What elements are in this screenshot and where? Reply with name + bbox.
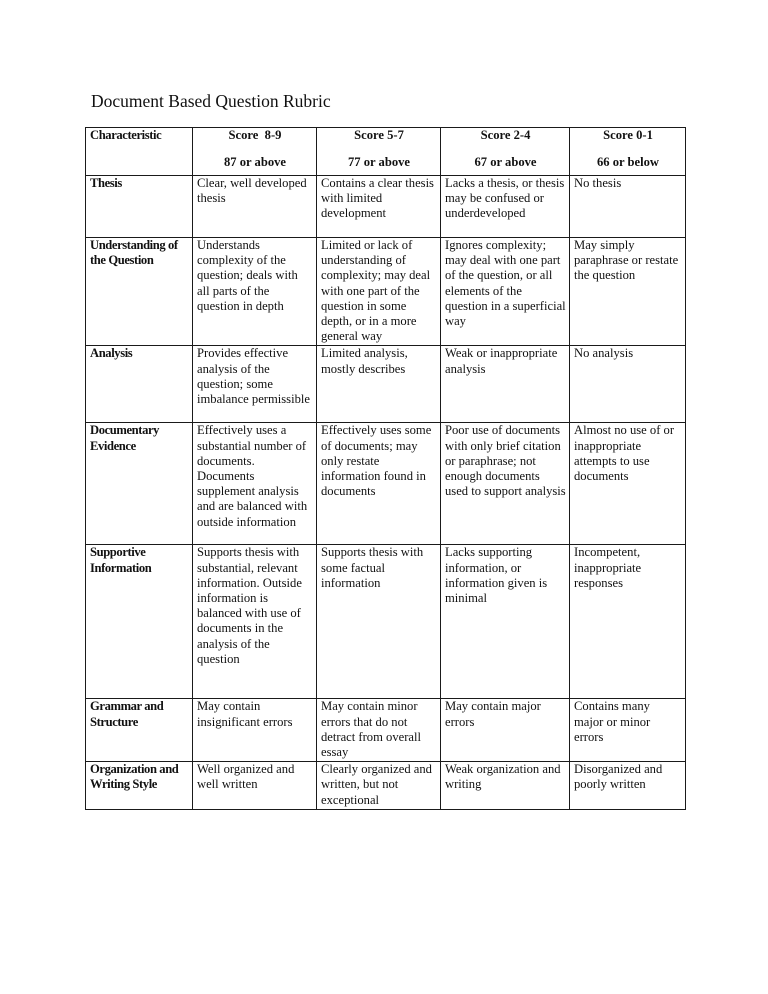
rubric-cell: Effectively uses a substantial number of documents. Documents supplement analysis and are balanced with outside information — [193, 423, 317, 545]
rubric-cell: Understands complexity of the question; deals with all parts of the question in depth — [193, 238, 317, 346]
characteristic-label: Understanding of the Question — [86, 238, 193, 346]
table-row — [86, 176, 686, 238]
threshold-label: 66 or below — [570, 155, 686, 176]
rubric-cell: Lacks supporting information, or information given is minimal — [441, 545, 570, 699]
rubric-cell: Lacks a thesis, or thesis may be confused or underdeveloped — [441, 176, 570, 238]
rubric-cell: Limited or lack of understanding of complexity; may deal with one part of the question in some depth, or in a more general way — [317, 238, 441, 346]
characteristic-header: Characteristic — [86, 128, 193, 155]
rubric-cell: Contains a clear thesis with limited development — [317, 176, 441, 238]
table-row — [86, 238, 686, 346]
characteristic-label: Organization and Writing Style — [86, 762, 193, 810]
rubric-cell: Clearly organized and written, but not exceptional — [317, 762, 441, 810]
table-row — [86, 545, 686, 699]
rubric-cell: Provides effective analysis of the question; some imbalance permissible — [193, 346, 317, 423]
rubric-cell: No analysis — [570, 346, 686, 423]
rubric-cell: Limited analysis, mostly describes — [317, 346, 441, 423]
rubric-cell: Weak or inappropriate analysis — [441, 346, 570, 423]
characteristic-label: Analysis — [86, 346, 193, 423]
threshold-label: 67 or above — [441, 155, 570, 176]
rubric-cell: Weak organization and writing — [441, 762, 570, 810]
rubric-table — [85, 127, 686, 810]
table-row — [86, 423, 686, 545]
threshold-label: 77 or above — [317, 155, 441, 176]
rubric-cell: Poor use of documents with only brief citation or paraphrase; not enough documents used to support analysis — [441, 423, 570, 545]
rubric-cell: No thesis — [570, 176, 686, 238]
score-header: Score 8-9 — [193, 128, 317, 155]
rubric-cell: May contain major errors — [441, 699, 570, 762]
score-header: Score 2-4 — [441, 128, 570, 155]
threshold-row — [86, 155, 686, 176]
rubric-cell: Contains many major or minor errors — [570, 699, 686, 762]
score-header: Score 0-1 — [570, 128, 686, 155]
rubric-cell: Ignores complexity; may deal with one part of the question, or all elements of the question in a superficial way — [441, 238, 570, 346]
rubric-cell: Effectively uses some of documents; may only restate information found in documents — [317, 423, 441, 545]
rubric-cell: Supports thesis with some factual information — [317, 545, 441, 699]
characteristic-label: Thesis — [86, 176, 193, 238]
rubric-cell: Almost no use of or inappropriate attempts to use documents — [570, 423, 686, 545]
characteristic-label: Supportive Information — [86, 545, 193, 699]
table-row — [86, 346, 686, 423]
table-row — [86, 762, 686, 810]
rubric-cell: May contain minor errors that do not detract from overall essay — [317, 699, 441, 762]
rubric-cell: Incompetent, inappropriate responses — [570, 545, 686, 699]
score-header: Score 5-7 — [317, 128, 441, 155]
rubric-cell: Supports thesis with substantial, relevant information. Outside information is balanced with use of documents in the analysis of the question — [193, 545, 317, 699]
rubric-cell: May simply paraphrase or restate the question — [570, 238, 686, 346]
characteristic-label: Grammar and Structure — [86, 699, 193, 762]
rubric-cell: Disorganized and poorly written — [570, 762, 686, 810]
threshold-label: 87 or above — [193, 155, 317, 176]
rubric-cell: May contain insignificant errors — [193, 699, 317, 762]
header-row — [86, 128, 686, 155]
characteristic-label: Documentary Evidence — [86, 423, 193, 545]
rubric-cell: Clear, well developed thesis — [193, 176, 317, 238]
blank-cell — [86, 155, 193, 176]
document-title: Document Based Question Rubric — [91, 91, 331, 111]
rubric-cell: Well organized and well written — [193, 762, 317, 810]
table-row — [86, 699, 686, 762]
